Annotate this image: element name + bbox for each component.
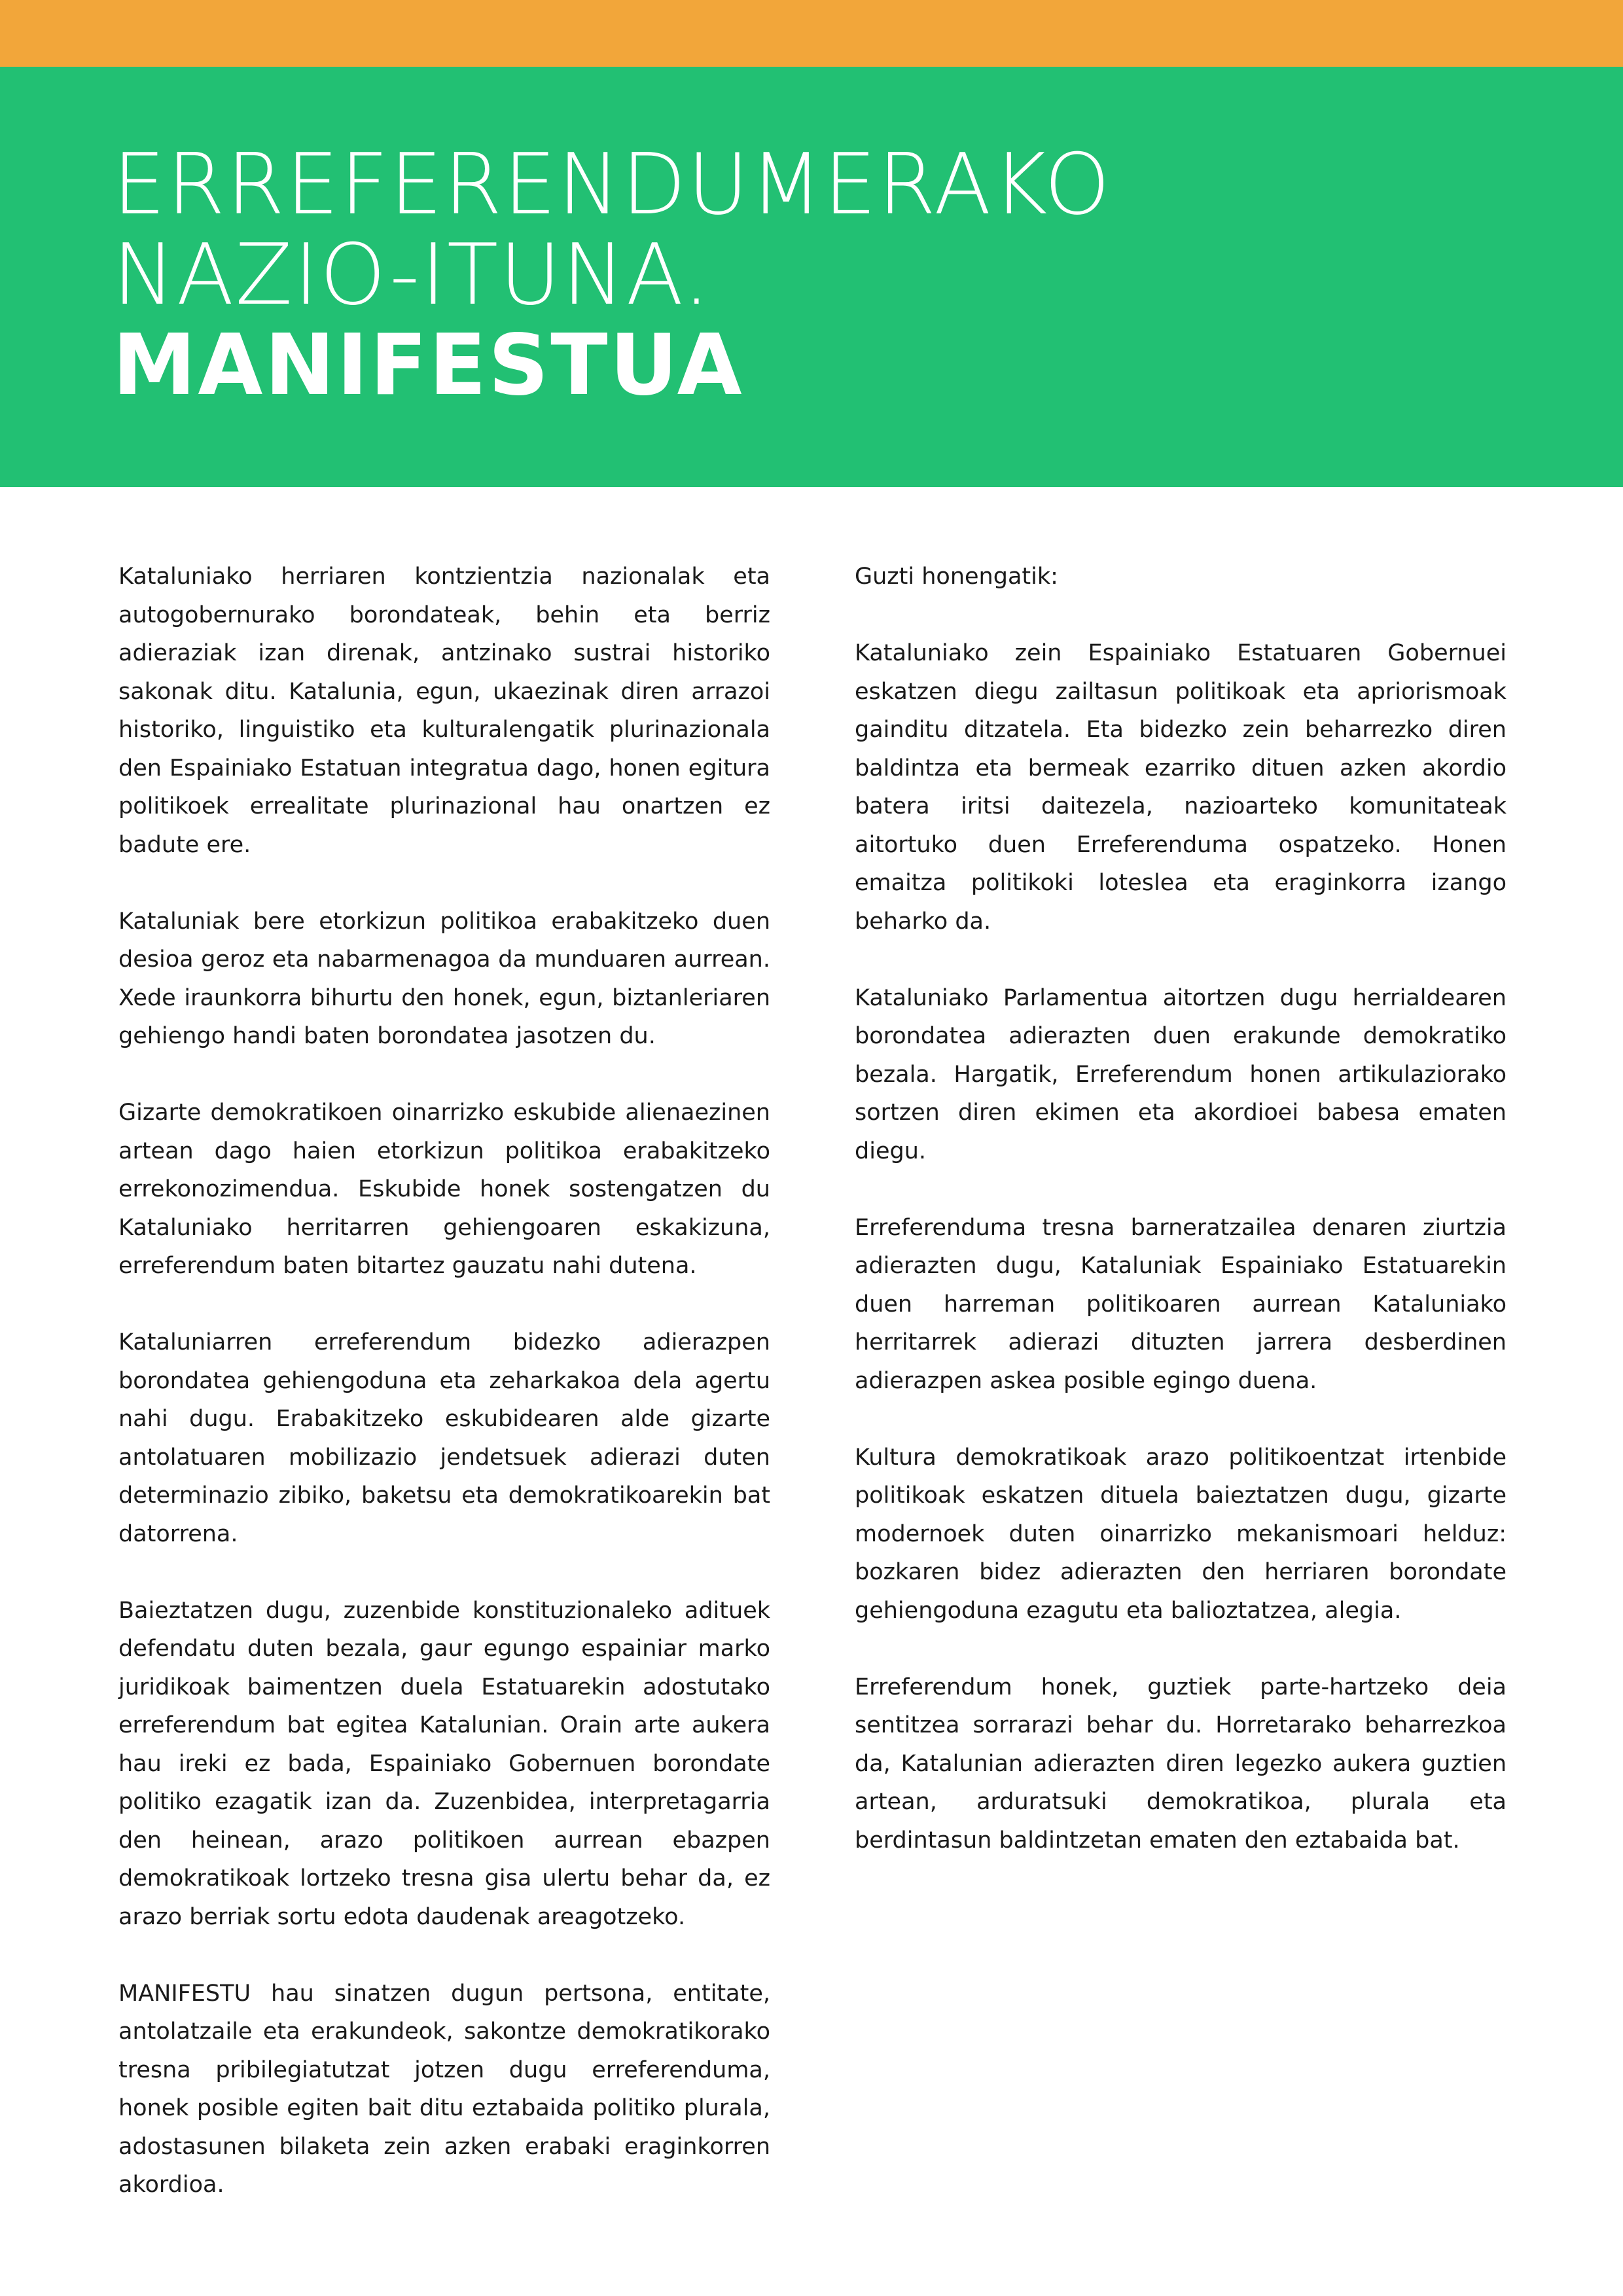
title-line-1: ERREFERENDUMERAKO <box>113 136 1112 234</box>
paragraph: Baieztatzen dugu, zuzenbide konstituzionaleko adituek defendatu duten bezala, gaur egungo espainiar marko juridikoak baimentzen duela Estatuarekin adostutako erreferendum bat egitea Katalunian. Orain arte aukera hau ireki ez bada, Espainiako Gobernuen borondate politiko ezagatik izan da. Zuzenbidea, interpretagarria den heinean, arazo politikoen aurrean ebazpen demokratikoak lortzeko tresna gisa ulertu behar da, ez arazo berriak sortu edota daudenak areagotzeko. <box>118 1597 770 1930</box>
paragraph: MANIFESTU hau sinatzen dugun pertsona, entitate, antolatzaile eta erakundeok, sakontze demokratikorako tresna pribilegiatutzat jotzen dugu erreferenduma, honek posible egiten bait ditu eztabaida politiko plurala, adostasunen bilaketa zein azken erabaki eraginkorren akordioa. <box>118 1980 770 2198</box>
paragraph: Kataluniako zein Espainiako Estatuaren Gobernuei eskatzen diegu zailtasun politikoak eta apriorismoak gainditu ditzatela. Eta bidezko zein beharrezko diren baldintza eta bermeak ezarriko dituen azken akordio batera iritsi daitezela, nazioarteko komunitateak aitortuko duen Erreferenduma ospatzeko. Honen emaitza politikoki loteslea eta eraginkorra izango beharko da. <box>855 640 1507 935</box>
right-column <box>855 558 1507 1898</box>
title-line-3: MANIFESTUA <box>113 317 744 414</box>
paragraph: Guzti honengatik: <box>855 564 1058 590</box>
paragraph: Kataluniarren erreferendum bidezko adierazpen borondatea gehiengoduna eta zeharkakoa dela agertu nahi dugu. Erabakitzeko eskubidearen alde gizarte antolatuaren mobilizazio jendetsuek adierazi duten determinazio zibiko, baketsu eta demokratikoarekin bat datorrena. <box>118 1329 770 1547</box>
paragraph: Gizarte demokratikoen oinarrizko eskubide alienaezinen artean dago haien etorkizun politikoa erabakitzeko errekonozimendua. Eskubide honek sostengatzen du Kataluniako herritarren gehiengoaren eskakizuna, erreferendum baten bitartez gauzatu nahi dutena. <box>118 1100 770 1279</box>
paragraph: Kataluniak bere etorkizun politikoa erabakitzeko duen desioa geroz eta nabarmenagoa da munduaren aurrean. Xede iraunkorra bihurtu den honek, egun, biztanleriaren gehiengo handi baten borondatea jasotzen du. <box>118 908 770 1049</box>
paragraph: Erreferenduma tresna barneratzailea denaren ziurtzia adierazten dugu, Kataluniak Espainiako Estatuarekin duen harreman politikoaren aurrean Kataluniako herritarrek adierazi dituzten jarrera desberdinen adierazpen askea posible egingo duena. <box>855 1214 1507 1394</box>
paragraph: Erreferendum honek, guztiek parte-hartzeko deia sentitzea sorrarazi behar du. Horretarako beharrezkoa da, Katalunian adierazten diren legezko aukera guztien artean, arduratsuki demokratikoa, plurala eta berdintasun baldintzetan ematen den eztabaida bat. <box>855 1674 1507 1854</box>
left-column <box>118 558 770 2242</box>
page-title <box>113 136 1112 414</box>
paragraph: Kataluniako Parlamentua aitortzen dugu herrialdearen borondatea adierazten duen erakunde demokratiko bezala. Hargatik, Erreferendum honen artikulaziorako sortzen diren ekimen eta akordioei babesa ematen diegu. <box>855 984 1507 1164</box>
top-accent-bar <box>0 0 1623 67</box>
title-line-2: NAZIO-ITUNA. <box>113 226 711 324</box>
paragraph: Kataluniako herriaren kontzientzia nazionalak eta autogobernurako borondateak, behin eta berriz adieraziak izan direnak, antzinako sustrai historiko sakonak ditu. Katalunia, egun, ukaezinak diren arrazoi historiko, linguistiko eta kulturalengatik plurinazionala den Espainiako Estatuan integratua dago, honen egitura politikoek errealitate plurinazional hau onartzen ez badute ere. <box>118 564 770 858</box>
paragraph: Kultura demokratikoak arazo politikoentzat irtenbide politikoak eskatzen dituela baieztatzen dugu, gizarte modernoek duten oinarrizko mekanismoari helduz: bozkaren bidez adierazten den herriaren borondate gehiengoduna ezagutu eta balioztatzea, alegia. <box>855 1444 1507 1624</box>
